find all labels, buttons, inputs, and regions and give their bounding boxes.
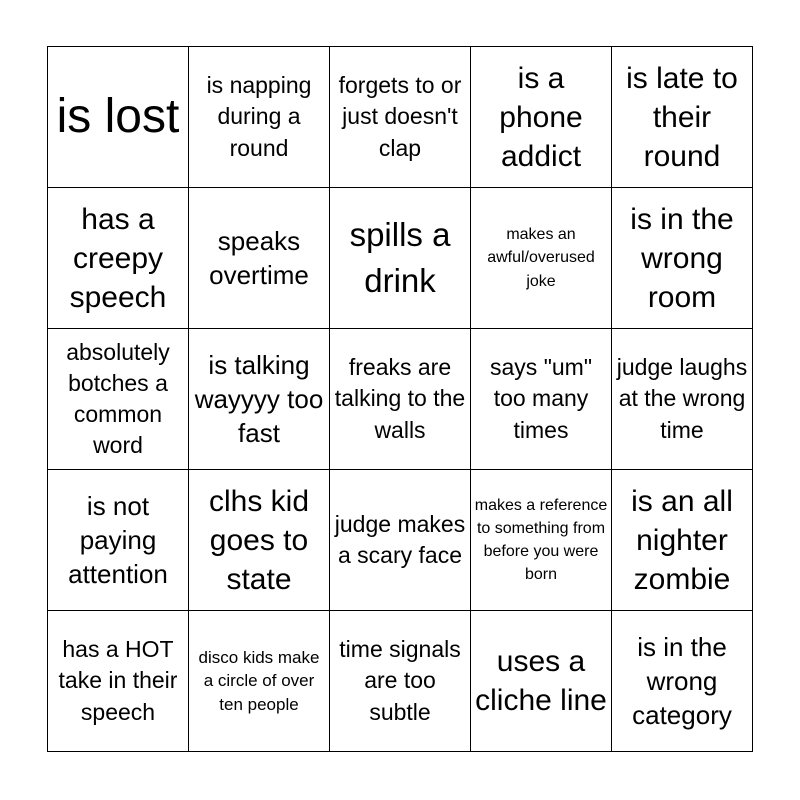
bingo-cell[interactable]: makes a reference to something from before you were born (471, 470, 612, 611)
bingo-cell[interactable]: clhs kid goes to state (189, 470, 330, 611)
bingo-cell[interactable]: is napping during a round (189, 47, 330, 188)
bingo-cell[interactable]: says "um" too many times (471, 329, 612, 470)
bingo-cell[interactable]: is an all nighter zombie (612, 470, 753, 611)
bingo-cell[interactable]: is a phone addict (471, 47, 612, 188)
bingo-cell[interactable]: is talking wayyyy too fast (189, 329, 330, 470)
bingo-cell[interactable]: is not paying attention (48, 470, 189, 611)
bingo-cell[interactable]: spills a drink (330, 188, 471, 329)
bingo-cell[interactable]: disco kids make a circle of over ten people (189, 611, 330, 752)
bingo-cell[interactable]: is late to their round (612, 47, 753, 188)
bingo-cell[interactable]: has a HOT take in their speech (48, 611, 189, 752)
bingo-cell[interactable]: time signals are too subtle (330, 611, 471, 752)
bingo-cell[interactable]: judge makes a scary face (330, 470, 471, 611)
bingo-cell[interactable]: is lost (48, 47, 189, 188)
bingo-board (47, 46, 753, 752)
bingo-cell[interactable]: is in the wrong category (612, 611, 753, 752)
bingo-cell[interactable]: judge laughs at the wrong time (612, 329, 753, 470)
bingo-cell[interactable]: uses a cliche line (471, 611, 612, 752)
bingo-cell[interactable]: absolutely botches a common word (48, 329, 189, 470)
bingo-cell[interactable]: speaks overtime (189, 188, 330, 329)
bingo-cell[interactable]: freaks are talking to the walls (330, 329, 471, 470)
bingo-cell[interactable]: makes an awful/overused joke (471, 188, 612, 329)
bingo-cell[interactable]: is in the wrong room (612, 188, 753, 329)
bingo-cell[interactable]: forgets to or just doesn't clap (330, 47, 471, 188)
bingo-cell[interactable]: has a creepy speech (48, 188, 189, 329)
